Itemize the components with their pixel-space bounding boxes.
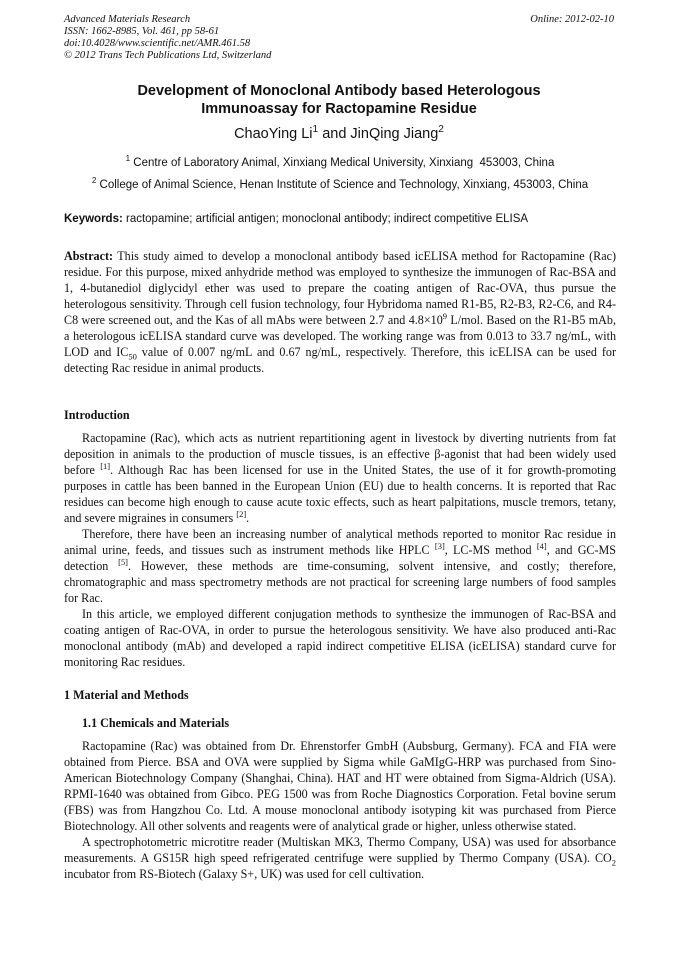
intro-paragraph-2 [64,526,616,606]
methods-paragraph-2 [64,834,616,882]
citation-4: [4] [536,540,547,551]
doi-line: doi:10.4028/www.scientific.net/AMR.461.58 [64,38,251,49]
author-2-affil: 2 [438,124,444,136]
introduction-heading: Introduction [64,408,130,422]
introduction-body [64,430,616,670]
citation-3: [3] [434,540,445,551]
intro-p2-text-d: . However, these methods are time-consuming, solvent intensive, and costly; therefore, chromatographic and mass spectrometry methods are not practical for screening large numbers of food samples for Rac. [64,559,616,605]
author-conjunction: and [318,126,351,142]
copyright-line: © 2012 Trans Tech Publications Ltd, Switzerland [64,50,272,61]
keywords [64,212,616,226]
chemicals-subheading: 1.1 Chemicals and Materials [82,716,230,730]
journal-name: Advanced Materials Research [64,14,191,25]
methods-heading: 1 Material and Methods [64,688,189,702]
affiliation-1 [60,156,620,170]
intro-p1-text-a: Ractopamine (Rac), which acts as nutrient repartitioning agent in livestock by diverting nutrients from fat deposition in animals to the production of muscle tissues, is an effective β-agonist that had been widely used before [64,431,616,477]
abstract-text-3: value of 0.007 ng/mL and 0.67 ng/mL, respectively. Therefore, this icELISA can be used for detecting Rac residue in animal products. [64,345,616,375]
intro-p1-text-c: . [246,511,250,525]
citation-2: [2] [236,508,247,519]
title-line-1: Development of Monoclonal Antibody based Heterologous [137,83,541,99]
issn-line: ISSN: 1662-8985, Vol. 461, pp 58-61 [64,26,220,37]
abstract-text-2: L/mol. Based on the R1-B5 mAb, a heterologous icELISA standard curve was developed. The working range was from 0.013 to 33.7 ng/mL, with LOD and IC [64,313,616,359]
co2-subscript: 2 [611,857,616,868]
abstract-exponent: 9 [442,310,447,321]
abstract-ic50-subscript: 50 [128,351,137,362]
citation-1: [1] [100,460,111,471]
intro-paragraph-3: In this article, we employed different conjugation methods to synthesize the immunogen of Rac-BSA and coating antigen of Rac-OVA, in order to pursue the heterologous sensitivity. We have also produced anti-Rac monoclonal antibody (mAb) and developed a rapid indirect competitive ELISA (icELISA) standard curve for monitoring Rac residues. [64,607,616,669]
keywords-text: ractopamine; artificial antigen; monoclonal antibody; indirect competitive ELISA [122,213,529,225]
methods-body [64,738,616,882]
affiliation-2 [60,178,620,192]
intro-p2-text-b: , LC-MS method [444,543,537,557]
affiliation-1-number: 1 [125,154,131,164]
methods-p2-text-b: incubator from RS-Biotech (Galaxy S+, UK) was used for cell cultivation. [64,867,425,881]
methods-paragraph-1: Ractopamine (Rac) was obtained from Dr. Ehrenstorfer GmbH (Aubsburg, Germany). FCA and FIA were obtained from Pierce. BSA and OVA were supplied by Sigma while GaMIgG-HRP was purchased from Sino-American Biotechnology Company (Shanghai, China). HAT and HT were obtained from Sigma-Aldrich (USA). RPMI-1640 was obtained from Gibco. PEG 1500 was from Roche Diagnostics Corporation. Fetal bovine serum (FBS) was from Hangzhou Co. Ltd. A mouse monoclonal antibody isotyping kit was purchased from Pierce Biotechnology. All other solvents and reagents were of analytical grade or higher, unless otherwise stated. [64,739,616,833]
affiliation-2-number: 2 [91,176,97,186]
intro-p2-text-c: , and GC-MS detection [64,543,616,573]
citation-5: [5] [118,556,128,567]
author-2: JinQing Jiang [350,126,439,142]
journal-metadata [64,14,271,62]
intro-paragraph-1 [64,430,616,526]
affiliation-1-text: Centre of Laboratory Animal, Xinxiang Medical University, Xinxiang 453003, China [130,157,555,169]
affiliation-2-text: College of Animal Science, Henan Institute of Science and Technology, Xinxiang, 453003, China [96,179,589,191]
methods-p2-text-a: A spectrophotometric microtitre reader (Multiskan MK3, Thermo Company, USA) was used for absorbance measurements. A GS15R high speed refrigerated centrifuge were supplied by Thermo Company (USA). CO [64,835,616,865]
title-line-2: Immunoassay for Ractopamine Residue [201,101,477,117]
author-1: ChaoYing Li [234,126,313,142]
intro-p1-text-b: . Although Rac has been licensed for use in the United States, the use of it for growth-promoting purposes in cattle has been banned in the European Union (EU) due to health concerns. It is reported that Rac residues can become high enough to cause acute toxic effects, such as heart palpitations, muscle tremors, tetany, and severe migraines in consumers [64,463,616,525]
online-date: Online: 2012-02-10 [530,14,614,25]
paper-title [64,82,614,118]
abstract-label: Abstract: [64,249,114,263]
keywords-label: Keywords: [64,213,123,225]
author-1-affil: 1 [312,124,319,136]
abstract [64,248,616,376]
intro-p2-text-a: Therefore, there have been an increasing number of analytical methods reported to monitor Rac residue in animal urine, feeds, and tissues such as instrument methods like HPLC [64,527,616,557]
author-list [64,125,614,143]
abstract-paragraph [64,248,616,376]
abstract-text-1: This study aimed to develop a monoclonal antibody based icELISA method for Ractopamine (Rac) residue. For this purpose, mixed anhydride method was employed to synthesize the immunogen of Rac-BSA and 1, 4-butanediol diglycidyl ether was used to prepare the coating antigen of Rac-OVA, thus pursue the heterologous sensitivity. Through cell fusion technology, four Hybridoma named R1-B5, R2-B3, R2-C6, and R4-C8 were screened out, and the Kas of all mAbs were between 2.7 and 4.8×10 [64,249,616,327]
